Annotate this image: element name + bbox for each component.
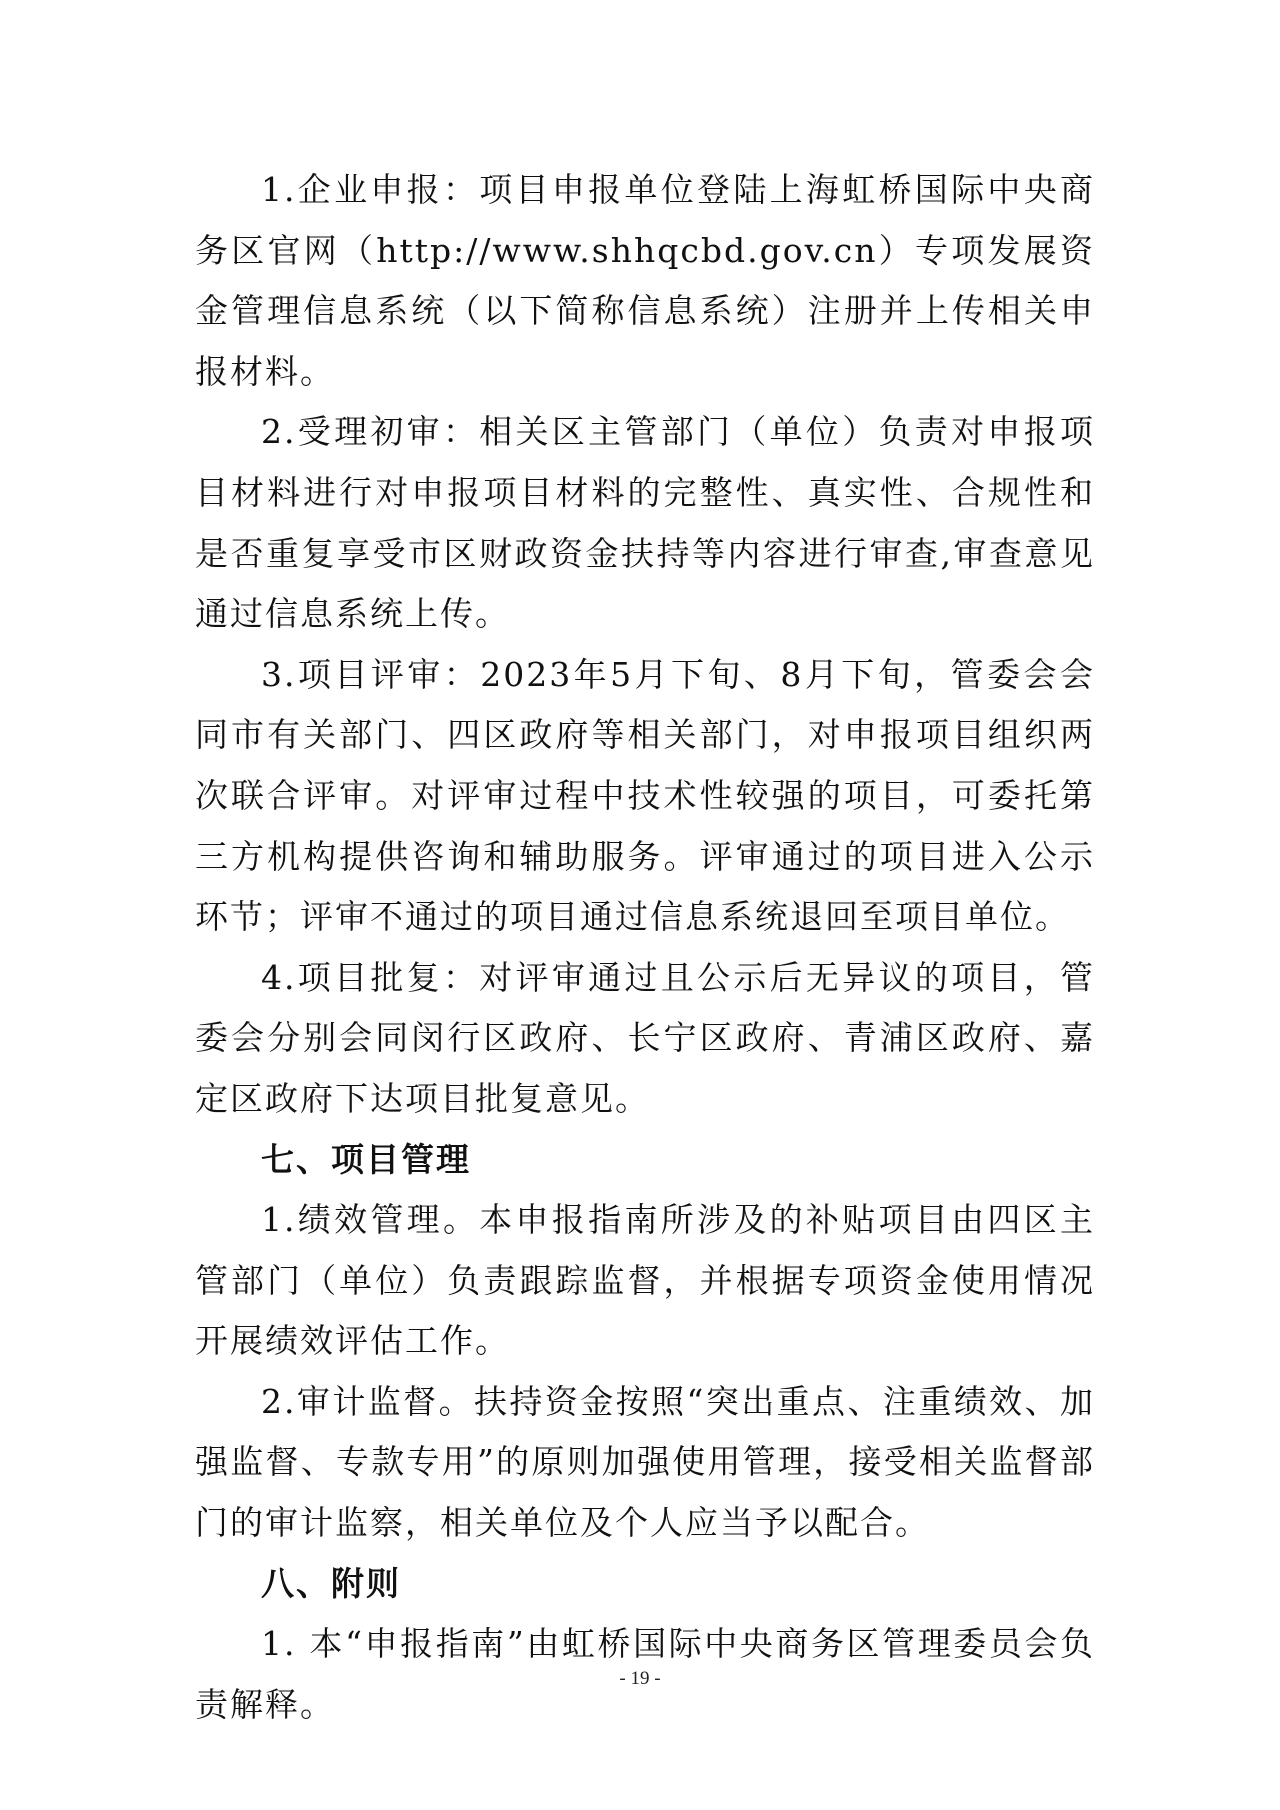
- paragraph-interpretation: 1. 本“申报指南”由虹桥国际中央商务区管理委员会负责解释。: [195, 1624, 1095, 1724]
- section-heading-project-management: 七、项目管理: [261, 1139, 471, 1179]
- paragraph-enterprise-application: 1.企业申报：项目申报单位登陆上海虹桥国际中央商务区官网（http://www.shhqcbd.gov.cn）专项发展资金管理信息系统（以下简称信息系统）注册并上传相关申报材料。: [195, 170, 1095, 391]
- section-heading-supplementary-provisions: 八、附则: [261, 1563, 401, 1603]
- paragraph-audit-supervision: 2.审计监督。扶持资金按照“突出重点、注重绩效、加强监督、专款专用”的原则加强使用管理，接受相关监督部门的审计监察，相关单位及个人应当予以配合。: [195, 1381, 1095, 1543]
- paragraph-project-approval: 4.项目批复：对评审通过且公示后无异议的项目，管委会分别会同闵行区政府、长宁区政府、青浦区政府、嘉定区政府下达项目批复意见。: [195, 957, 1095, 1118]
- paragraph-acceptance-review: 2.受理初审：相关区主管部门（单位）负责对申报项目材料进行对申报项目材料的完整性、真实性、合规性和是否重复享受市区财政资金扶持等内容进行审查,审查意见通过信息系统上传。: [195, 412, 1095, 634]
- document-body: [195, 160, 1095, 1735]
- paragraph-performance-management: 1.绩效管理。本申报指南所涉及的补贴项目由四区主管部门（单位）负责跟踪监督，并根据专项资金使用情况开展绩效评估工作。: [195, 1200, 1095, 1361]
- paragraph-project-evaluation: 3.项目评审：2023年5月下旬、8月下旬，管委会会同市有关部门、四区政府等相关部门，对申报项目组织两次联合评审。对评审过程中技术性较强的项目，可委托第三方机构提供咨询和辅助服务。评审通过的项目进入公示环节；评审不通过的项目通过信息系统退回至项目单位。: [195, 654, 1095, 937]
- page-number: - 19 -: [619, 1668, 661, 1689]
